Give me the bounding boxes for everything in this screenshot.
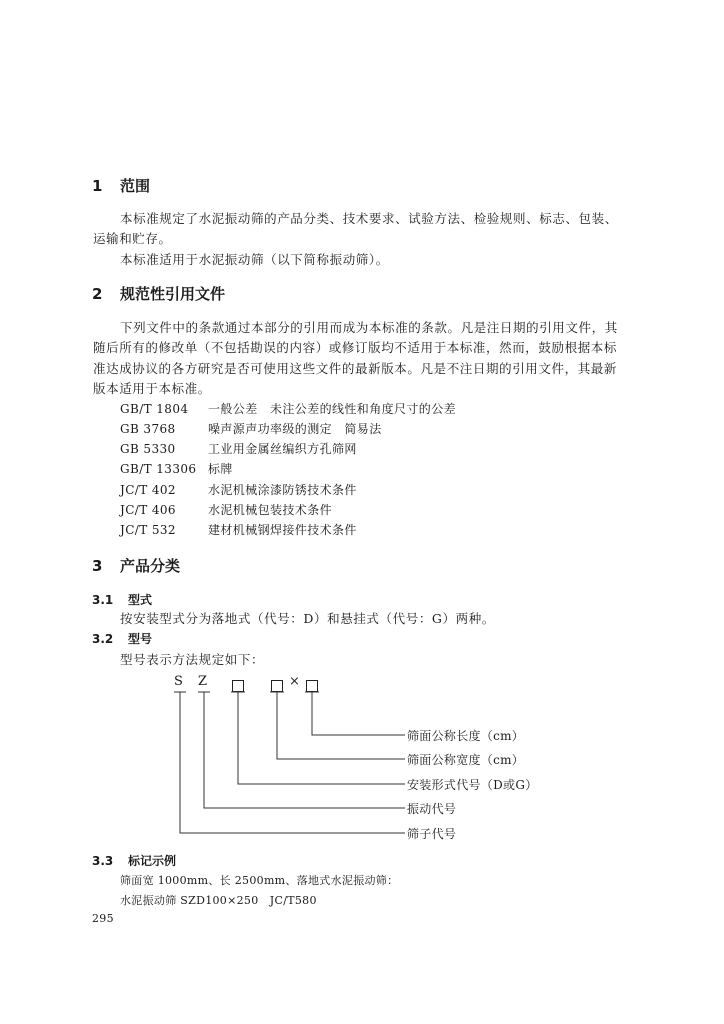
reference-title: 水泥机械包装技术条件 xyxy=(208,503,333,517)
paragraph-line: 运输和贮存。 xyxy=(93,231,172,246)
reference-title: 工业用金属丝编织方孔筛网 xyxy=(208,442,357,456)
subsection-3-3-heading xyxy=(92,852,176,869)
reference-title: 噪声源声功率级的测定 简易法 xyxy=(208,422,382,436)
reference-code: GB/T 1804 xyxy=(120,402,189,416)
diagram-label-width: 筛面公称宽度（cm） xyxy=(407,753,525,767)
reference-code: JC/T 402 xyxy=(120,483,176,497)
diagram-label-length: 筛面公称长度（cm） xyxy=(407,729,525,743)
paragraph-line: 按安装型式分为落地式（代号：D）和悬挂式（代号：G）两种。 xyxy=(120,611,495,626)
diagram-symbol-z: Z xyxy=(198,674,208,689)
diagram-label-install: 安装形式代号（D或G） xyxy=(407,778,538,792)
subsection-number: 3.2 xyxy=(92,632,114,646)
section-number: 3 xyxy=(92,557,103,575)
reference-title: 水泥机械涂漆防锈技术条件 xyxy=(208,483,357,497)
paragraph-line: 版本适用于本标准。 xyxy=(93,381,211,396)
diagram-label-screen: 筛子代号 xyxy=(407,827,457,841)
reference-code: GB 5330 xyxy=(120,442,176,456)
page-number: 295 xyxy=(92,912,114,925)
paragraph-line: 准达成协议的各方研究是否可使用这些文件的最新版本。凡是不注日期的引用文件，其最新 xyxy=(93,361,618,376)
subsection-title: 型式 xyxy=(128,593,153,607)
example-line: 筛面宽 1000mm、长 2500mm、落地式水泥振动筛： xyxy=(120,874,399,887)
paragraph-line: 下列文件中的条款通过本部分的引用而成为本标准的条款。凡是注日期的引用文件，其 xyxy=(120,320,618,335)
reference-code: JC/T 532 xyxy=(120,523,176,537)
reference-title: 建材机械钢焊接件技术条件 xyxy=(208,523,357,537)
diagram-times-sign: × xyxy=(289,674,300,689)
paragraph-line: 本标准规定了水泥振动筛的产品分类、技术要求、试验方法、检验规则、标志、包装、 xyxy=(120,211,618,226)
section-title: 产品分类 xyxy=(120,557,181,575)
subsection-title: 标记示例 xyxy=(128,854,177,868)
example-line: 水泥振动筛 SZD100×250 JC/T580 xyxy=(120,894,317,907)
section-number: 2 xyxy=(92,285,103,303)
diagram-label-vibration: 振动代号 xyxy=(407,802,457,816)
section-number: 1 xyxy=(92,177,103,195)
reference-code: GB/T 13306 xyxy=(120,462,197,476)
subsection-number: 3.1 xyxy=(92,593,114,607)
section-title: 规范性引用文件 xyxy=(120,285,226,303)
subsection-number: 3.3 xyxy=(92,854,114,868)
paragraph-line: 本标准适用于水泥振动筛（以下简称振动筛）。 xyxy=(120,252,389,267)
section-title: 范围 xyxy=(120,177,151,195)
diagram-symbol-s: S xyxy=(174,674,183,689)
reference-code: JC/T 406 xyxy=(120,503,176,517)
reference-title: 一般公差 未注公差的线性和角度尺寸的公差 xyxy=(208,402,457,416)
paragraph-line: 型号表示方法规定如下： xyxy=(120,652,265,667)
reference-code: GB 3768 xyxy=(120,422,176,436)
paragraph-line: 随后所有的修改单（不包括勘误的内容）或修订版均不适用于本标准，然而，鼓励根据本标 xyxy=(93,340,618,355)
subsection-title: 型号 xyxy=(128,632,153,646)
reference-title: 标牌 xyxy=(208,462,233,476)
